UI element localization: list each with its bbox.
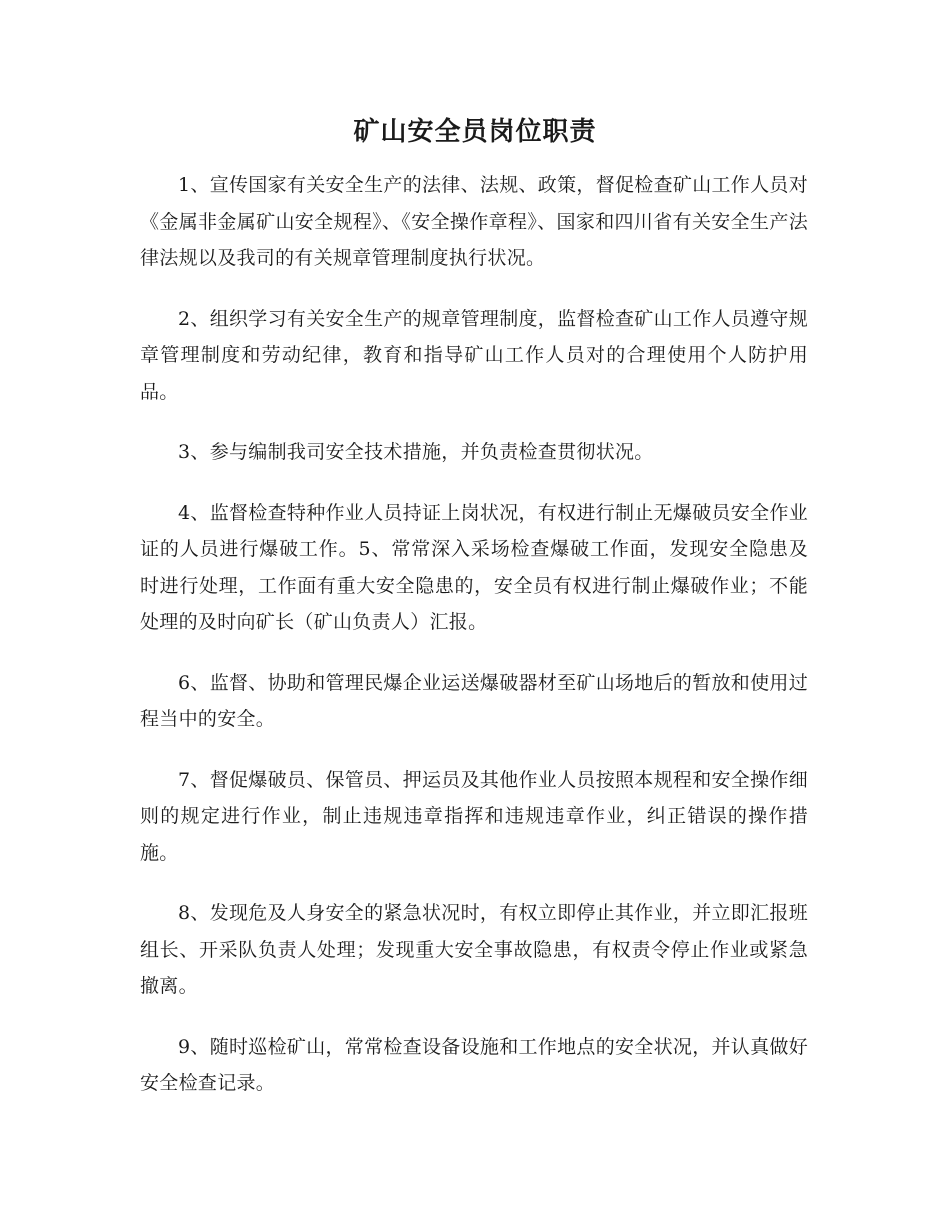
paragraph-2: 2、组织学习有关安全生产的规章管理制度，监督检查矿山工作人员遵守规章管理制度和劳动纪律，教育和指导矿山工作人员对的合理使用个人防护用品。 — [140, 307, 808, 403]
paragraph-5: 6、监督、协助和管理民爆企业运送爆破器材至矿山场地后的暂放和使用过程当中的安全。 — [140, 671, 808, 730]
paragraph-8: 9、随时巡检矿山，常常检查设备设施和工作地点的安全状况，并认真做好安全检查记录。 — [140, 1035, 808, 1094]
paragraph-1: 1、宣传国家有关安全生产的法律、法规、政策，督促检查矿山工作人员对《金属非金属矿山安全规程》、《安全操作章程》、国家和四川省有关安全生产法律法规以及我司的有关规章管理制度执行状况。 — [140, 174, 808, 269]
document-body — [140, 167, 808, 1126]
paragraph-7: 8、发现危及人身安全的紧急状况时，有权立即停止其作业，并立即汇报班组长、开采队负责人处理；发现重大安全事故隐患，有权责令停止作业或紧急撤离。 — [140, 902, 808, 997]
page-title: 矿山安全员岗位职责 — [353, 117, 597, 147]
paragraph-3: 3、参与编制我司安全技术措施，并负责检查贯彻状况。 — [178, 441, 654, 463]
paragraph-6: 7、督促爆破员、保管员、押运员及其他作业人员按照本规程和安全操作细则的规定进行作业，制止违规违章指挥和违规违章作业，纠正错误的操作措施。 — [140, 768, 808, 864]
paragraph-4: 4、监督检查特种作业人员持证上岗状况，有权进行制止无爆破员安全作业证的人员进行爆破工作。5、常常深入采场检查爆破工作面，发现安全隐患及时进行处理，工作面有重大安全隐患的，安全员有权进行制止爆破作业；不能处理的及时向矿长（矿山负责人）汇报。 — [140, 501, 808, 633]
